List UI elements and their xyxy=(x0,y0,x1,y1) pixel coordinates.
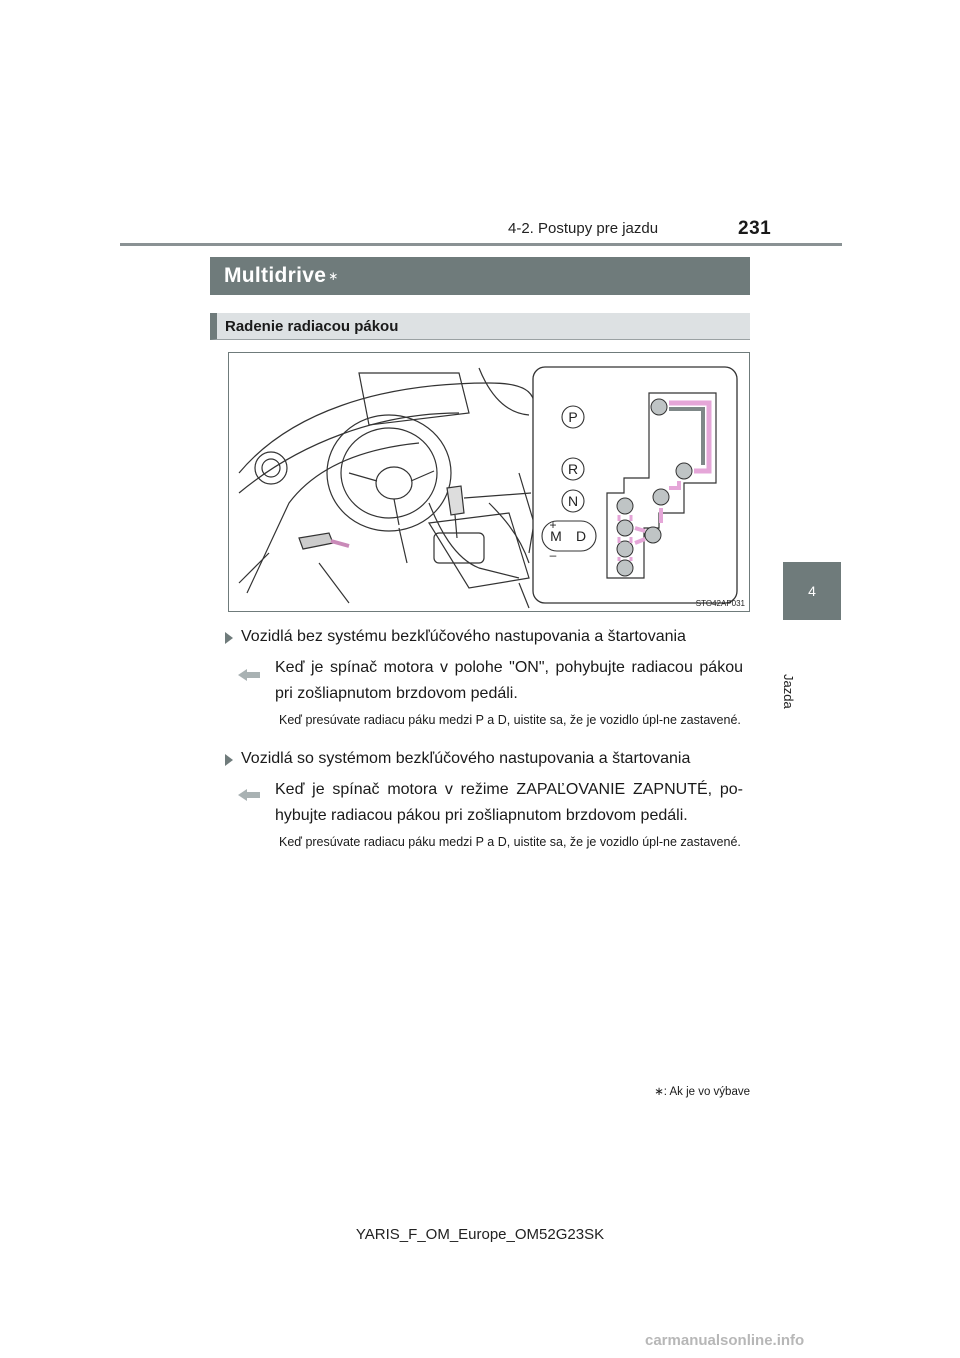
subsection-title xyxy=(210,313,750,340)
triangle-bullet-icon xyxy=(225,632,233,644)
note-2: Keď presúvate radiacu páku medzi P a D, uistite sa, že je vozidlo úpl-ne zastavené. xyxy=(279,835,741,849)
gear-label-n: N xyxy=(567,493,579,509)
arrow-left-icon xyxy=(237,668,261,682)
gear-label-r: R xyxy=(567,461,579,477)
bullet-heading-1-text: Vozidlá bez systému bezkľúčového nastupovania a štartovania xyxy=(241,628,686,645)
shift-lever-drawing xyxy=(229,353,749,611)
subsection-title-text: Radenie radiacou pákou xyxy=(225,317,399,335)
arrow-left-icon xyxy=(237,788,261,802)
gear-label-d: D xyxy=(575,528,587,544)
chapter-tab xyxy=(783,562,841,620)
chapter-name xyxy=(781,630,830,710)
page-number: 231 xyxy=(738,218,772,239)
page-title xyxy=(210,257,750,295)
section-path: 4-2. Postupy pre jazdu xyxy=(508,220,659,237)
footnote xyxy=(600,1084,750,1098)
gear-label-m: M xyxy=(550,528,562,544)
figure-code: STO42AP031 xyxy=(695,599,745,608)
page-title-text: Multidrive xyxy=(224,264,327,287)
gear-label-p: P xyxy=(568,409,578,425)
optional-marker: ∗ xyxy=(328,269,339,283)
document-id: YARIS_F_OM_Europe_OM52G23SK xyxy=(355,1226,605,1243)
bullet-heading-1 xyxy=(225,628,686,646)
bullet-heading-2-text: Vozidlá so systémom bezkľúčového nastupovania a štartovania xyxy=(241,750,691,767)
step-2-text: Keď je spínač motora v režime ZAPAĽOVANIE ZAPNUTÉ, po-hybujte radiacou pákou pri zošliapnutom brzdovom pedáli. xyxy=(275,781,743,824)
gear-label-minus: – xyxy=(549,548,557,562)
step-1-text: Keď je spínač motora v polohe "ON", pohybujte radiacou pákou pri zošliapnutom brzdovom pedáli. xyxy=(275,659,743,702)
triangle-bullet-icon xyxy=(225,754,233,766)
note-1: Keď presúvate radiacu páku medzi P a D, uistite sa, že je vozidlo úpl-ne zastavené. xyxy=(279,713,741,727)
header-rule xyxy=(120,243,842,246)
footnote-marker: ∗ xyxy=(654,1086,664,1098)
gear-label-plus: + xyxy=(549,518,557,532)
shift-lever-illustration xyxy=(228,352,750,612)
bullet-heading-2 xyxy=(225,750,690,768)
watermark: carmanualsonline.info xyxy=(645,1332,805,1349)
footnote-text: : Ak je vo výbave xyxy=(663,1086,750,1098)
chapter-name-label: Jazda xyxy=(781,674,796,709)
chapter-number: 4 xyxy=(808,583,816,599)
